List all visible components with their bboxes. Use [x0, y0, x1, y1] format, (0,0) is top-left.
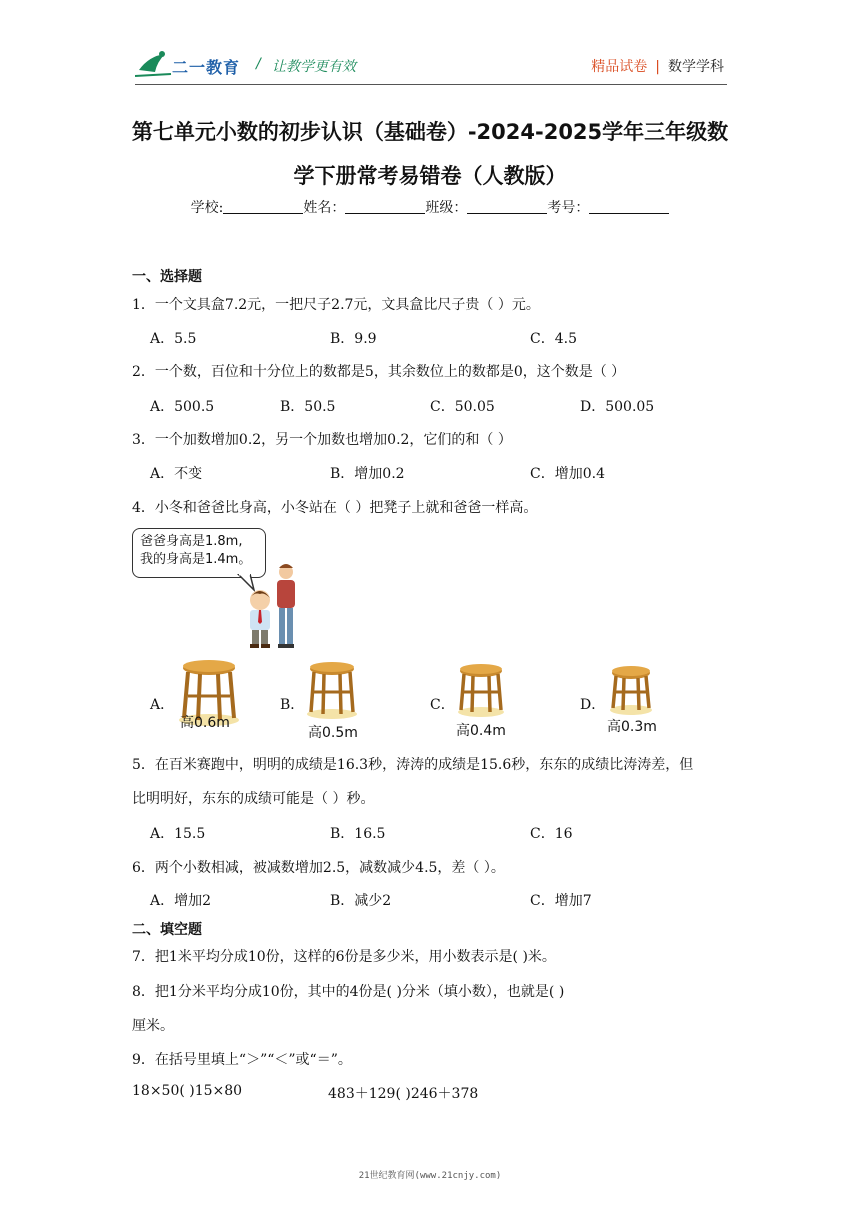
header-tags [591, 56, 724, 76]
exam-no-blank[interactable] [589, 199, 669, 214]
section-choice: 一、选择题 [132, 269, 202, 285]
page-title-line1: 第七单元小数的初步认识（基础卷）-2024-2025学年三年级数 [131, 120, 729, 144]
q1-option-c[interactable]: C．4.5 [530, 331, 577, 347]
stool-b-label: 高0.5m [308, 725, 358, 741]
page-title-line2: 学下册常考易错卷（人教版） [293, 164, 567, 188]
q3-option-a[interactable]: A．不变 [150, 466, 203, 482]
q2-option-c[interactable]: C．50.05 [430, 399, 495, 415]
q3-option-b[interactable]: B．增加0.2 [330, 466, 405, 482]
q4-option-b[interactable]: B． [280, 697, 305, 713]
header-divider [135, 84, 727, 85]
stool-d-label: 高0.3m [607, 719, 657, 735]
bubble-line1: 爸爸身高是1.8m, [140, 534, 243, 549]
stool-d-icon [608, 666, 654, 716]
q1-option-b[interactable]: B．9.9 [330, 331, 377, 347]
tag-quality: 精品试卷 [591, 59, 648, 75]
q2-option-b[interactable]: B．50.5 [280, 399, 336, 415]
question-4: 4．小冬和爸爸比身高，小冬站在（ ）把凳子上就和爸爸一样高。 [132, 500, 538, 516]
section-fill: 二、填空题 [132, 922, 202, 938]
q3-option-c[interactable]: C．增加0.4 [530, 466, 605, 482]
question-9: 9．在括号里填上“＞”“＜”或“＝”。 [132, 1052, 352, 1068]
question-5-line2: 比明明好，东东的成绩可能是（ ）秒。 [132, 791, 375, 807]
q5-option-b[interactable]: B．16.5 [330, 826, 386, 842]
question-8-line1: 8．把1分米平均分成10份，其中的4份是( )分米（填小数），也就是( ) [132, 984, 565, 1000]
boy-and-father-illustration [240, 560, 306, 652]
q4-option-c[interactable]: C． [430, 697, 455, 713]
bubble-text [140, 533, 251, 569]
question-2: 2．一个数，百位和十分位上的数都是5，其余数位上的数都是0，这个数是（ ） [132, 364, 626, 380]
class-label: 班级： [425, 200, 468, 216]
q4-option-a[interactable]: A． [150, 697, 175, 713]
q1-option-a[interactable]: A．5.5 [150, 331, 197, 347]
name-label: 姓名： [303, 200, 346, 216]
q2-option-a[interactable]: A．500.5 [150, 399, 215, 415]
question-8-line2: 厘米。 [132, 1018, 174, 1034]
question-5-line1: 5．在百米赛跑中，明明的成绩是16.3秒，涛涛的成绩是15.6秒，东东的成绩比涛涛差，但 [132, 757, 694, 773]
page-footer: 21世纪教育网(www.21cnjy.com) [358, 1171, 502, 1181]
question-1: 1．一个文具盒7.2元，一把尺子2.7元，文具盒比尺子贵（ ）元。 [132, 297, 540, 313]
student-info [130, 197, 730, 217]
q6-option-a[interactable]: A．增加2 [150, 893, 212, 909]
class-blank[interactable] [467, 199, 547, 214]
stool-a-label: 高0.6m [180, 715, 230, 731]
q6-option-c[interactable]: C．增加7 [530, 893, 592, 909]
tag-subject: 数学学科 [668, 59, 724, 75]
exam-no-label: 考号： [547, 200, 590, 216]
question-3: 3．一个加数增加0.2，另一个加数也增加0.2，它们的和（ ） [132, 432, 512, 448]
brand-slogan: 让教学更有效 [272, 59, 356, 75]
question-7: 7．把1米平均分成10份，这样的6份是多少米，用小数表示是( )米。 [132, 949, 556, 965]
stool-c-icon [456, 664, 506, 718]
header-slash: / [256, 56, 261, 72]
brand-name: 二一教育 [172, 58, 241, 77]
name-blank[interactable] [345, 199, 425, 214]
school-blank[interactable] [223, 199, 303, 214]
school-label: 学校: [190, 200, 224, 216]
question-6: 6．两个小数相减，被减数增加2.5，减数减少4.5，差（ ）。 [132, 860, 505, 876]
q4-option-d[interactable]: D． [580, 697, 606, 713]
tag-separator: | [655, 59, 660, 75]
stool-b-icon [306, 662, 358, 720]
stool-c-label: 高0.4m [456, 723, 506, 739]
question-9-item-a: 18×50( )15×80 [132, 1083, 243, 1099]
question-9-item-b: 483＋129( )246＋378 [328, 1086, 479, 1102]
q5-option-c[interactable]: C．16 [530, 826, 573, 842]
q5-option-a[interactable]: A．15.5 [150, 826, 206, 842]
q6-option-b[interactable]: B．减少2 [330, 893, 392, 909]
bubble-line2: 我的身高是1.4m。 [140, 552, 252, 567]
q2-option-d[interactable]: D．500.05 [580, 399, 655, 415]
